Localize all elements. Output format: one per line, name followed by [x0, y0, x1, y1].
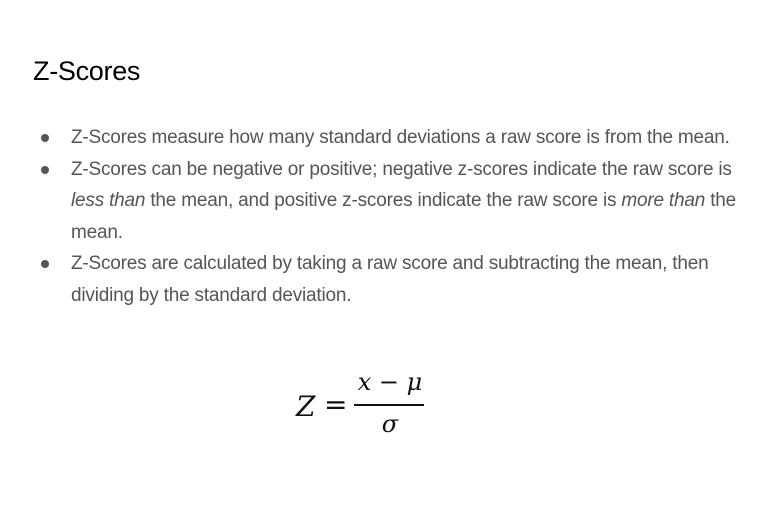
bullet-list: [40, 122, 740, 311]
bullet-text: Z-Scores can be negative or positive; negative z-scores indicate the raw score is: [71, 158, 732, 180]
bullet-item: [40, 122, 740, 154]
bullet-item: [40, 248, 740, 311]
formula-denominator: σ: [381, 410, 399, 438]
bullet-text: Z-Scores measure how many standard deviations a raw score is from the mean.: [71, 127, 730, 148]
bullet-text: the mean.: [71, 190, 737, 243]
formula-lhs: Z: [296, 390, 316, 423]
formula-fraction-bar: [354, 404, 424, 406]
z-score-formula: [296, 368, 436, 448]
bullet-emphasis: more than: [621, 190, 706, 211]
formula-equals: =: [324, 388, 348, 421]
bullet-emphasis: less than: [71, 190, 146, 211]
bullet-dot-icon: [41, 166, 49, 174]
formula-numerator: [356, 368, 424, 396]
bullet-text: the mean, and positive z-scores indicate the raw score is: [145, 190, 622, 211]
slide-title: Z-Scores: [33, 56, 141, 86]
bullet-dot-icon: [41, 260, 49, 268]
formula-x: x: [357, 368, 372, 396]
formula-mu: μ: [406, 368, 423, 396]
bullet-item: [40, 154, 740, 249]
formula-minus: −: [378, 368, 400, 396]
bullet-text: Z-Scores are calculated by taking a raw score and subtracting the mean, then dividing by the standard deviation.: [71, 253, 709, 306]
bullet-dot-icon: [41, 134, 49, 142]
